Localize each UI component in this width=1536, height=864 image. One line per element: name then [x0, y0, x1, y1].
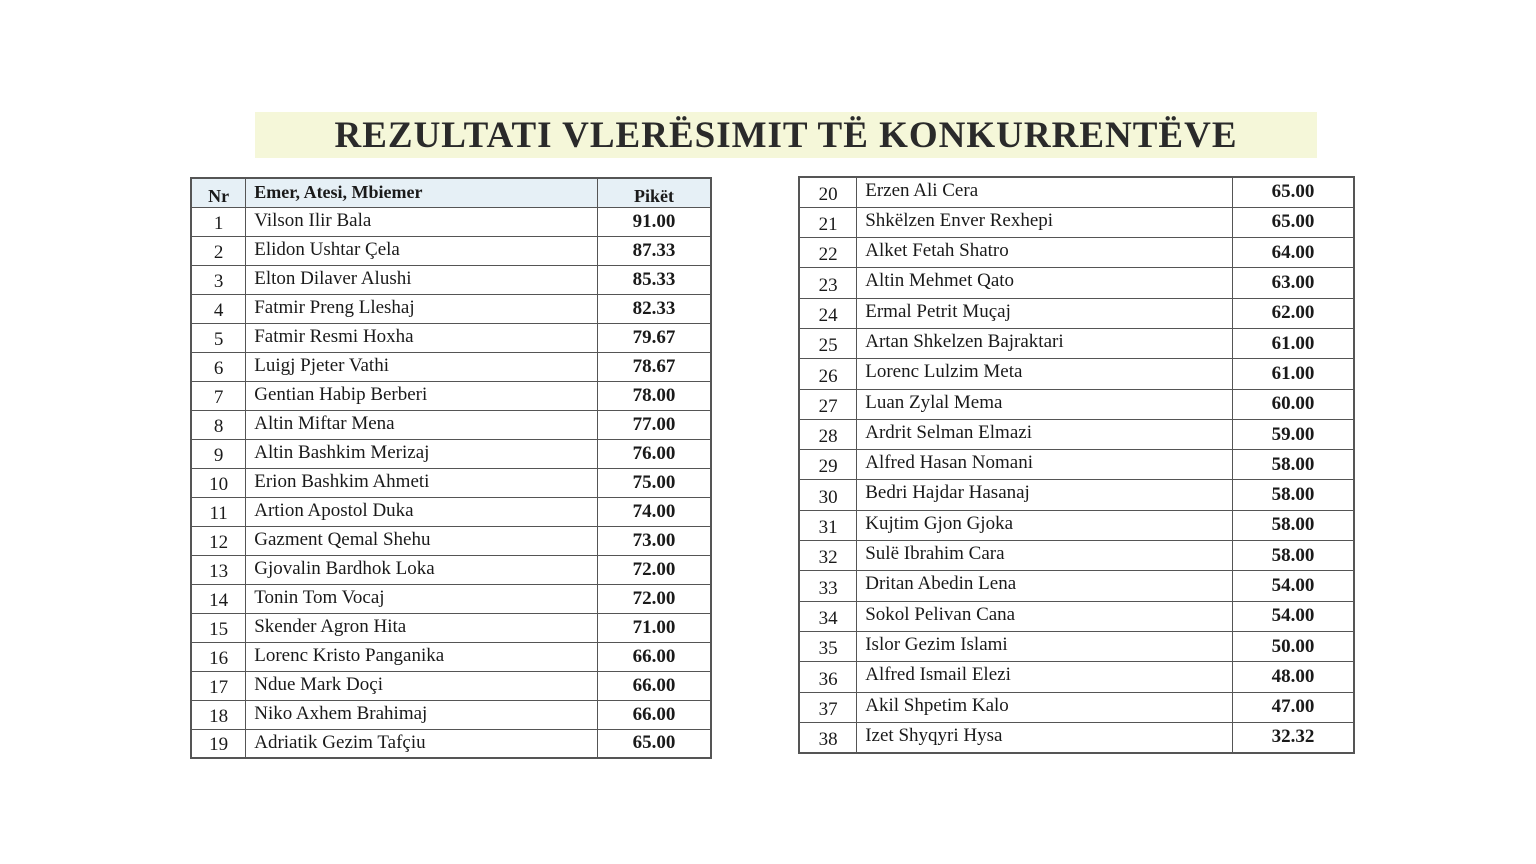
row-name: Shkëlzen Enver Rexhepi [857, 207, 1233, 237]
row-points: 85.33 [598, 265, 711, 294]
row-name: Elidon Ushtar Çela [246, 236, 598, 265]
table-row [191, 381, 711, 410]
table-row [799, 510, 1354, 540]
table-row [191, 207, 711, 236]
results-table-right [798, 176, 1355, 754]
row-number: 3 [191, 265, 246, 294]
table-row [191, 410, 711, 439]
row-number: 30 [799, 480, 857, 510]
row-points: 58.00 [1233, 541, 1354, 571]
row-name: Altin Mehmet Qato [857, 268, 1233, 298]
table-row [799, 359, 1354, 389]
row-points: 74.00 [598, 497, 711, 526]
row-points: 66.00 [598, 642, 711, 671]
table-row [799, 450, 1354, 480]
row-number: 6 [191, 352, 246, 381]
header-points: Pikët [598, 178, 711, 207]
row-points: 54.00 [1233, 601, 1354, 631]
table-row [191, 671, 711, 700]
row-name: Fatmir Preng Lleshaj [246, 294, 598, 323]
row-number: 27 [799, 389, 857, 419]
row-points: 65.00 [1233, 207, 1354, 237]
row-points: 77.00 [598, 410, 711, 439]
table-row [799, 207, 1354, 237]
row-number: 22 [799, 238, 857, 268]
row-points: 78.67 [598, 352, 711, 381]
row-number: 17 [191, 671, 246, 700]
row-points: 64.00 [1233, 238, 1354, 268]
row-points: 63.00 [1233, 268, 1354, 298]
table-row [191, 584, 711, 613]
row-name: Erzen Ali Cera [857, 177, 1233, 207]
row-name: Adriatik Gezim Tafçiu [246, 729, 598, 758]
row-name: Lorenc Lulzim Meta [857, 359, 1233, 389]
row-number: 2 [191, 236, 246, 265]
row-name: Ermal Petrit Muçaj [857, 298, 1233, 328]
table-row [799, 389, 1354, 419]
row-number: 15 [191, 613, 246, 642]
row-points: 73.00 [598, 526, 711, 555]
row-name: Vilson Ilir Bala [246, 207, 598, 236]
results-table-left [190, 177, 712, 759]
row-number: 33 [799, 571, 857, 601]
row-points: 72.00 [598, 555, 711, 584]
row-points: 48.00 [1233, 662, 1354, 692]
table-row [191, 323, 711, 352]
table-row [799, 480, 1354, 510]
table-header-row [191, 178, 711, 207]
table-row [799, 601, 1354, 631]
row-number: 28 [799, 419, 857, 449]
table-row [799, 571, 1354, 601]
row-name: Gjovalin Bardhok Loka [246, 555, 598, 584]
title-band [255, 112, 1317, 158]
row-number: 4 [191, 294, 246, 323]
row-number: 12 [191, 526, 246, 555]
table-row [191, 555, 711, 584]
row-points: 58.00 [1233, 450, 1354, 480]
row-name: Luan Zylal Mema [857, 389, 1233, 419]
row-name: Alfred Ismail Elezi [857, 662, 1233, 692]
row-number: 8 [191, 410, 246, 439]
row-number: 14 [191, 584, 246, 613]
row-number: 23 [799, 268, 857, 298]
table-row [191, 439, 711, 468]
table-row [799, 419, 1354, 449]
page-title: REZULTATI VLERËSIMIT TË KONKURRENTËVE [334, 114, 1238, 156]
row-number: 38 [799, 722, 857, 752]
row-points: 71.00 [598, 613, 711, 642]
row-points: 79.67 [598, 323, 711, 352]
row-number: 18 [191, 700, 246, 729]
row-number: 1 [191, 207, 246, 236]
row-number: 36 [799, 662, 857, 692]
row-points: 58.00 [1233, 480, 1354, 510]
row-name: Tonin Tom Vocaj [246, 584, 598, 613]
row-points: 50.00 [1233, 631, 1354, 661]
table-row [191, 352, 711, 381]
table-row [191, 468, 711, 497]
row-name: Alket Fetah Shatro [857, 238, 1233, 268]
row-name: Artan Shkelzen Bajraktari [857, 328, 1233, 358]
row-name: Gentian Habip Berberi [246, 381, 598, 410]
row-points: 62.00 [1233, 298, 1354, 328]
row-points: 61.00 [1233, 359, 1354, 389]
row-number: 37 [799, 692, 857, 722]
table-row [191, 236, 711, 265]
table-row [191, 294, 711, 323]
row-points: 54.00 [1233, 571, 1354, 601]
row-number: 31 [799, 510, 857, 540]
table-row [799, 298, 1354, 328]
row-number: 32 [799, 541, 857, 571]
row-name: Niko Axhem Brahimaj [246, 700, 598, 729]
row-points: 65.00 [1233, 177, 1354, 207]
row-name: Altin Bashkim Merizaj [246, 439, 598, 468]
row-points: 32.32 [1233, 722, 1354, 752]
table-row [799, 631, 1354, 661]
row-name: Erion Bashkim Ahmeti [246, 468, 598, 497]
row-number: 10 [191, 468, 246, 497]
row-points: 66.00 [598, 671, 711, 700]
row-points: 59.00 [1233, 419, 1354, 449]
row-name: Izet Shyqyri Hysa [857, 722, 1233, 752]
header-nr: Nr [191, 178, 246, 207]
row-number: 21 [799, 207, 857, 237]
row-name: Dritan Abedin Lena [857, 571, 1233, 601]
row-points: 61.00 [1233, 328, 1354, 358]
row-number: 25 [799, 328, 857, 358]
row-points: 60.00 [1233, 389, 1354, 419]
row-number: 9 [191, 439, 246, 468]
row-name: Kujtim Gjon Gjoka [857, 510, 1233, 540]
row-number: 29 [799, 450, 857, 480]
row-name: Bedri Hajdar Hasanaj [857, 480, 1233, 510]
row-name: Alfred Hasan Nomani [857, 450, 1233, 480]
row-points: 75.00 [598, 468, 711, 497]
row-number: 7 [191, 381, 246, 410]
row-points: 78.00 [598, 381, 711, 410]
row-number: 24 [799, 298, 857, 328]
row-name: Artion Apostol Duka [246, 497, 598, 526]
table-row [191, 265, 711, 294]
row-number: 19 [191, 729, 246, 758]
row-number: 35 [799, 631, 857, 661]
row-name: Ardrit Selman Elmazi [857, 419, 1233, 449]
row-name: Gazment Qemal Shehu [246, 526, 598, 555]
row-name: Skender Agron Hita [246, 613, 598, 642]
table-row [799, 177, 1354, 207]
row-points: 76.00 [598, 439, 711, 468]
table-row [799, 722, 1354, 752]
table-row [191, 729, 711, 758]
table-row [799, 662, 1354, 692]
header-name: Emer, Atesi, Mbiemer [246, 178, 598, 207]
row-number: 5 [191, 323, 246, 352]
row-number: 11 [191, 497, 246, 526]
row-name: Elton Dilaver Alushi [246, 265, 598, 294]
row-number: 13 [191, 555, 246, 584]
row-points: 72.00 [598, 584, 711, 613]
table-row [191, 526, 711, 555]
row-points: 47.00 [1233, 692, 1354, 722]
row-name: Akil Shpetim Kalo [857, 692, 1233, 722]
row-points: 82.33 [598, 294, 711, 323]
table-row [191, 613, 711, 642]
row-points: 58.00 [1233, 510, 1354, 540]
table-row [799, 238, 1354, 268]
row-number: 16 [191, 642, 246, 671]
row-name: Ndue Mark Doçi [246, 671, 598, 700]
row-name: Sulë Ibrahim Cara [857, 541, 1233, 571]
table-row [799, 328, 1354, 358]
row-name: Lorenc Kristo Panganika [246, 642, 598, 671]
row-number: 26 [799, 359, 857, 389]
row-name: Luigj Pjeter Vathi [246, 352, 598, 381]
table-row [191, 700, 711, 729]
row-name: Sokol Pelivan Cana [857, 601, 1233, 631]
table-row [191, 642, 711, 671]
row-name: Altin Miftar Mena [246, 410, 598, 439]
row-number: 34 [799, 601, 857, 631]
row-name: Fatmir Resmi Hoxha [246, 323, 598, 352]
table-row [191, 497, 711, 526]
table-row [799, 541, 1354, 571]
row-points: 66.00 [598, 700, 711, 729]
row-points: 91.00 [598, 207, 711, 236]
table-row [799, 268, 1354, 298]
row-name: Islor Gezim Islami [857, 631, 1233, 661]
table-row [799, 692, 1354, 722]
row-points: 87.33 [598, 236, 711, 265]
row-points: 65.00 [598, 729, 711, 758]
row-number: 20 [799, 177, 857, 207]
